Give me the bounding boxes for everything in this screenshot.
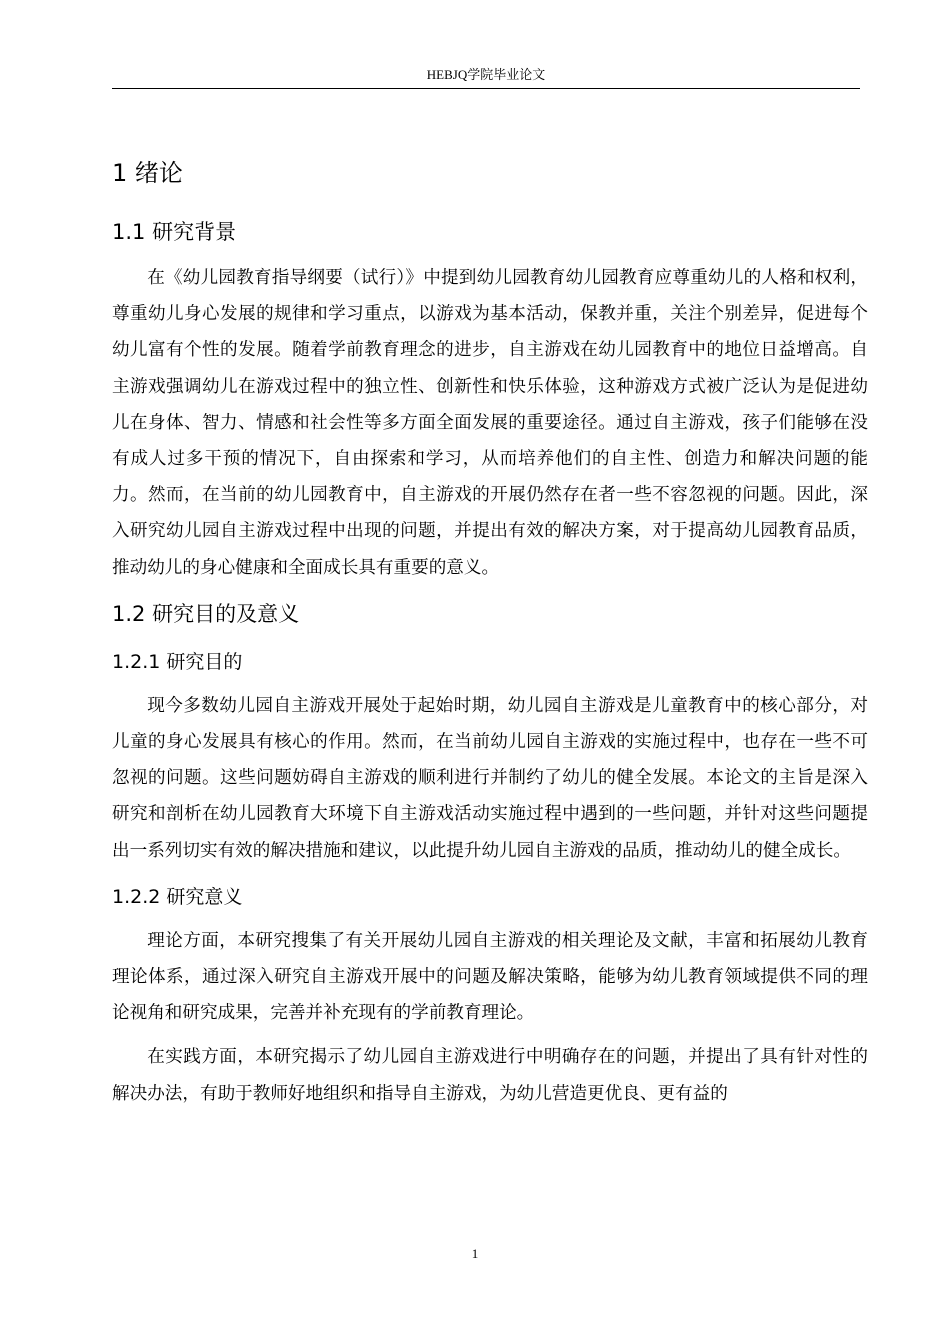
page-header [112, 64, 860, 89]
paragraph-significance-theory: 理论方面，本研究搜集了有关开展幼儿园自主游戏的相关理论及文献，丰富和拓展幼儿教育理论体系，通过深入研究自主游戏开展中的问题及解决策略，能够为幼儿教育领域提供不同的理论视角和研究成果，完善并补充现有的学前教育理论。 [112, 930, 868, 1024]
subsection-title-goal: 1.2.1 研究目的 [112, 650, 243, 673]
paragraph-goal: 现今多数幼儿园自主游戏开展处于起始时期，幼儿园自主游戏是儿童教育中的核心部分，对儿童的身心发展具有核心的作用。然而，在当前幼儿园自主游戏的实施过程中，也存在一些不可忽视的问题。这些问题妨碍自主游戏的顺利进行并制约了幼儿的健全发展。本论文的主旨是深入研究和剖析在幼儿园教育大环境下自主游戏活动实施过程中遇到的一些问题，并针对这些问题提出一系列切实有效的解决措施和建议，以此提升幼儿园自主游戏的品质，推动幼儿的健全成长。 [112, 695, 868, 861]
page-footer [0, 1246, 950, 1262]
paragraph-significance-practice: 在实践方面，本研究揭示了幼儿园自主游戏进行中明确存在的问题，并提出了具有针对性的解决办法，有助于教师好地组织和指导自主游戏，为幼儿营造更优良、更有益的 [112, 1047, 868, 1104]
paragraph-background: 在《幼儿园教育指导纲要（试行）》中提到幼儿园教育幼儿园教育应尊重幼儿的人格和权利，尊重幼儿身心发展的规律和学习重点，以游戏为基本活动，保教并重，关注个别差异，促进每个幼儿富有个性的发展。随着学前教育理念的进步，自主游戏在幼儿园教育中的地位日益增高。自主游戏强调幼儿在游戏过程中的独立性、创新性和快乐体验，这种游戏方式被广泛认为是促进幼儿在身体、智力、情感和社会性等多方面全面发展的重要途径。通过自主游戏，孩子们能够在没有成人过多干预的情况下，自由探索和学习，从而培养他们的自主性、创造力和解决问题的能力。然而，在当前的幼儿园教育中，自主游戏的开展仍然存在者一些不容忽视的问题。因此，深入研究幼儿园自主游戏过程中出现的问题，并提出有效的解决方案，对于提高幼儿园教育品质，推动幼儿的身心健康和全面成长具有重要的意义。 [112, 268, 868, 578]
header-title: HEBJQ学院毕业论文 [426, 67, 546, 82]
subsection-title-significance: 1.2.2 研究意义 [112, 885, 243, 908]
chapter-title: 1 绪论 [112, 159, 183, 187]
section-title-purpose: 1.2 研究目的及意义 [112, 601, 300, 626]
page-number: 1 [471, 1246, 479, 1261]
section-title-background: 1.1 研究背景 [112, 220, 237, 244]
page-body [112, 150, 868, 1120]
